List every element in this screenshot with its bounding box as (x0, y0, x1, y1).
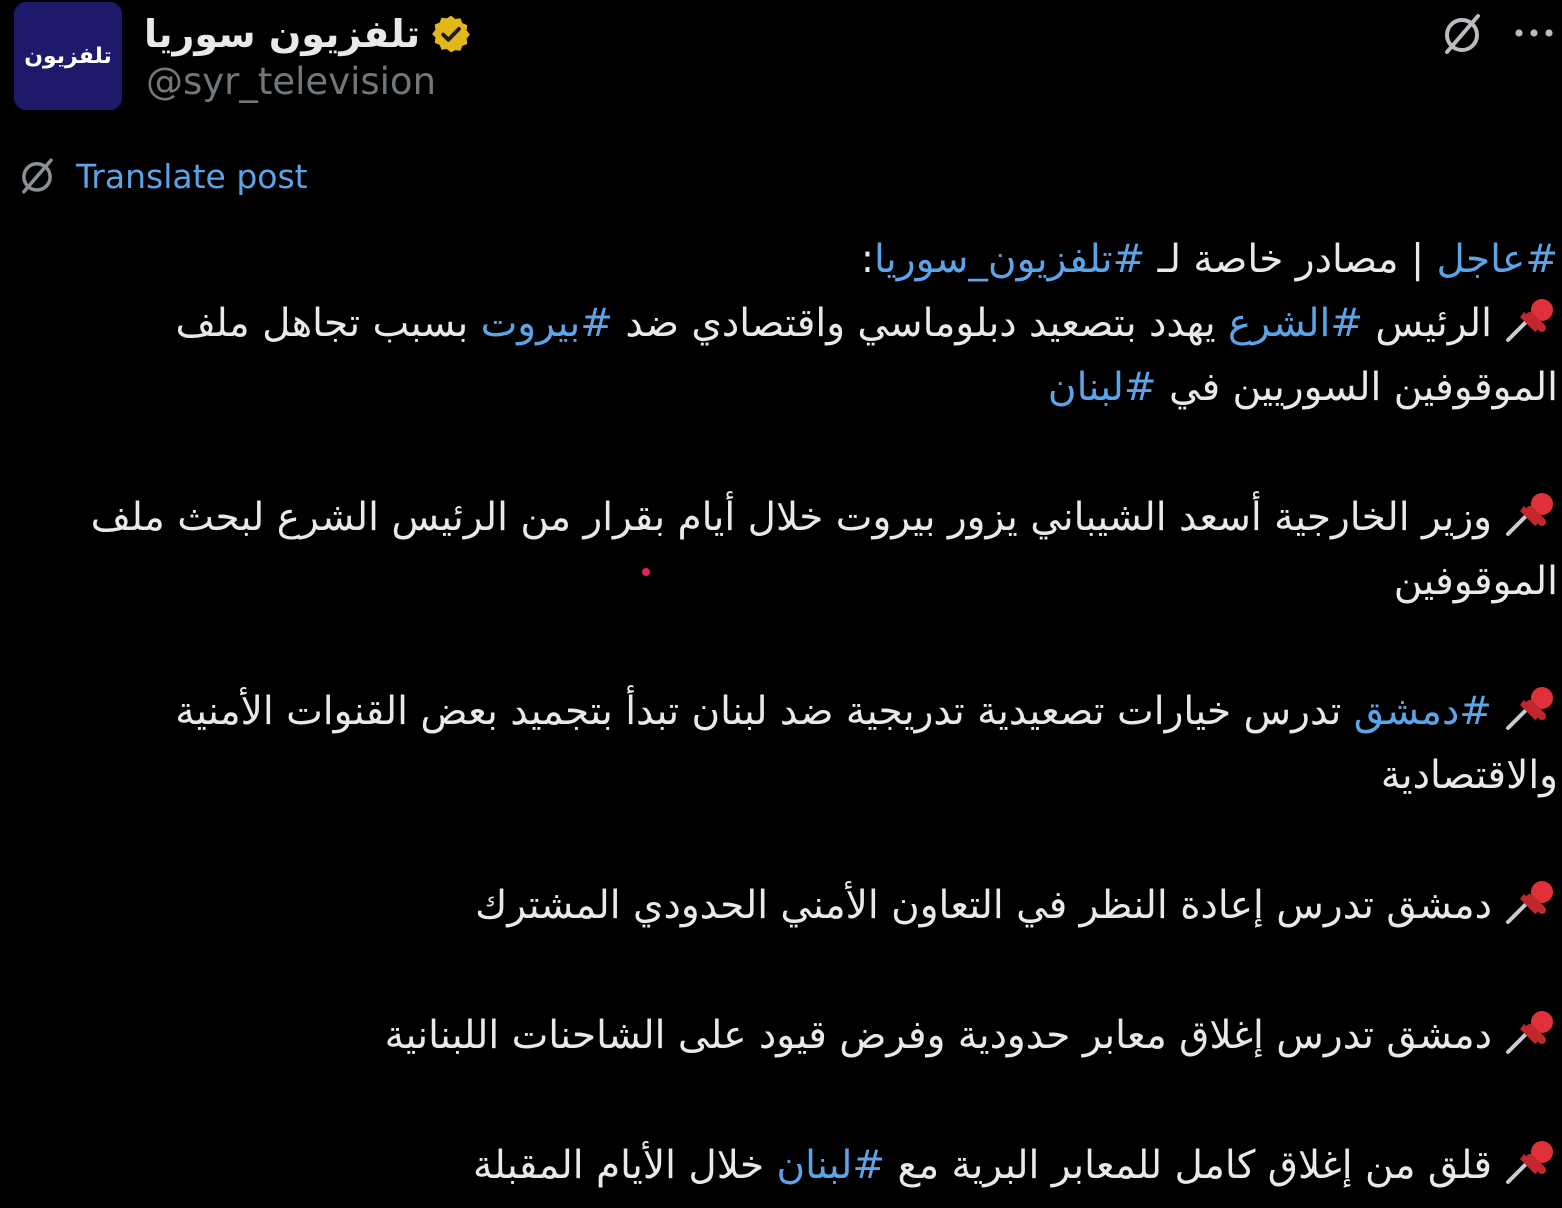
post-item-4 (20, 874, 1558, 938)
hashtag-link[interactable]: #تلفزيون_سوريا (874, 237, 1146, 282)
display-name[interactable]: تلفزيون سوريا (144, 12, 421, 56)
item-text: دمشق تدرس إغلاق معابر حدودية وفرض قيود على الشاحنات اللبنانية (384, 1013, 1492, 1058)
avatar[interactable] (14, 2, 122, 110)
hashtag-link[interactable]: #بيروت (480, 301, 613, 346)
post-item-5 (20, 1004, 1558, 1068)
translate-post[interactable] (16, 152, 308, 200)
pushpin-icon (1502, 1008, 1558, 1056)
more-icon[interactable] (1512, 26, 1556, 40)
paragraph-gap (20, 938, 1558, 1004)
hashtag-link[interactable]: #لبنان (776, 1143, 886, 1188)
item-text: دمشق تدرس إعادة النظر في التعاون الأمني الحدودي المشترك (475, 883, 1492, 928)
post-item-1 (20, 292, 1558, 420)
translate-post-label[interactable]: Translate post (76, 156, 308, 196)
verified-badge-icon[interactable] (430, 13, 472, 55)
item-text: خلال الأيام المقبلة (473, 1143, 777, 1188)
item-text: بسبب تجاهل ملف الموقوفين السوريين في (175, 301, 1558, 410)
item-text: قلق من إغلاق كامل للمعابر البرية مع (885, 1143, 1492, 1188)
author-name-row (144, 6, 472, 62)
red-dot (642, 568, 650, 576)
pushpin-icon (1502, 296, 1558, 344)
item-text: تدرس خيارات تصعيدية تدريجية ضد لبنان تبدأ بتجميد بعض القنوات الأمنية والاقتصادية (175, 689, 1558, 798)
post-item-6 (20, 1134, 1558, 1198)
hashtag-link[interactable]: #لبنان (1047, 365, 1157, 410)
author-handle[interactable]: @syr_television (146, 60, 437, 103)
pushpin-icon (1502, 684, 1558, 732)
translate-icon (16, 155, 58, 197)
pushpin-icon (1502, 1138, 1558, 1186)
pushpin-icon (1502, 490, 1558, 538)
post-item-2 (20, 486, 1558, 614)
paragraph-gap (20, 614, 1558, 680)
pushpin-icon (1502, 878, 1558, 926)
item-text: وزير الخارجية أسعد الشيباني يزور بيروت خلال أيام بقرار من الرئيس الشرع لبحث ملف الموقوفين (90, 495, 1558, 604)
post-text (20, 228, 1558, 1198)
hashtag-link[interactable]: #عاجل (1436, 237, 1558, 282)
item-text: الرئيس (1363, 301, 1492, 346)
item-text: يهدد بتصعيد دبلوماسي واقتصادي ضد (612, 301, 1229, 346)
paragraph-gap (20, 420, 1558, 486)
hashtag-link[interactable]: #دمشق (1353, 689, 1492, 734)
avatar-logo: تلفزيون (24, 43, 112, 69)
hashtag-link[interactable]: #الشرع (1228, 301, 1364, 346)
grok-icon[interactable] (1438, 10, 1486, 58)
post-headline (20, 228, 1558, 292)
headline-text: : (860, 237, 875, 282)
paragraph-gap (20, 1068, 1558, 1134)
post-item-3 (20, 680, 1558, 808)
headline-text: | مصادر خاصة لـ (1145, 237, 1437, 282)
paragraph-gap (20, 808, 1558, 874)
